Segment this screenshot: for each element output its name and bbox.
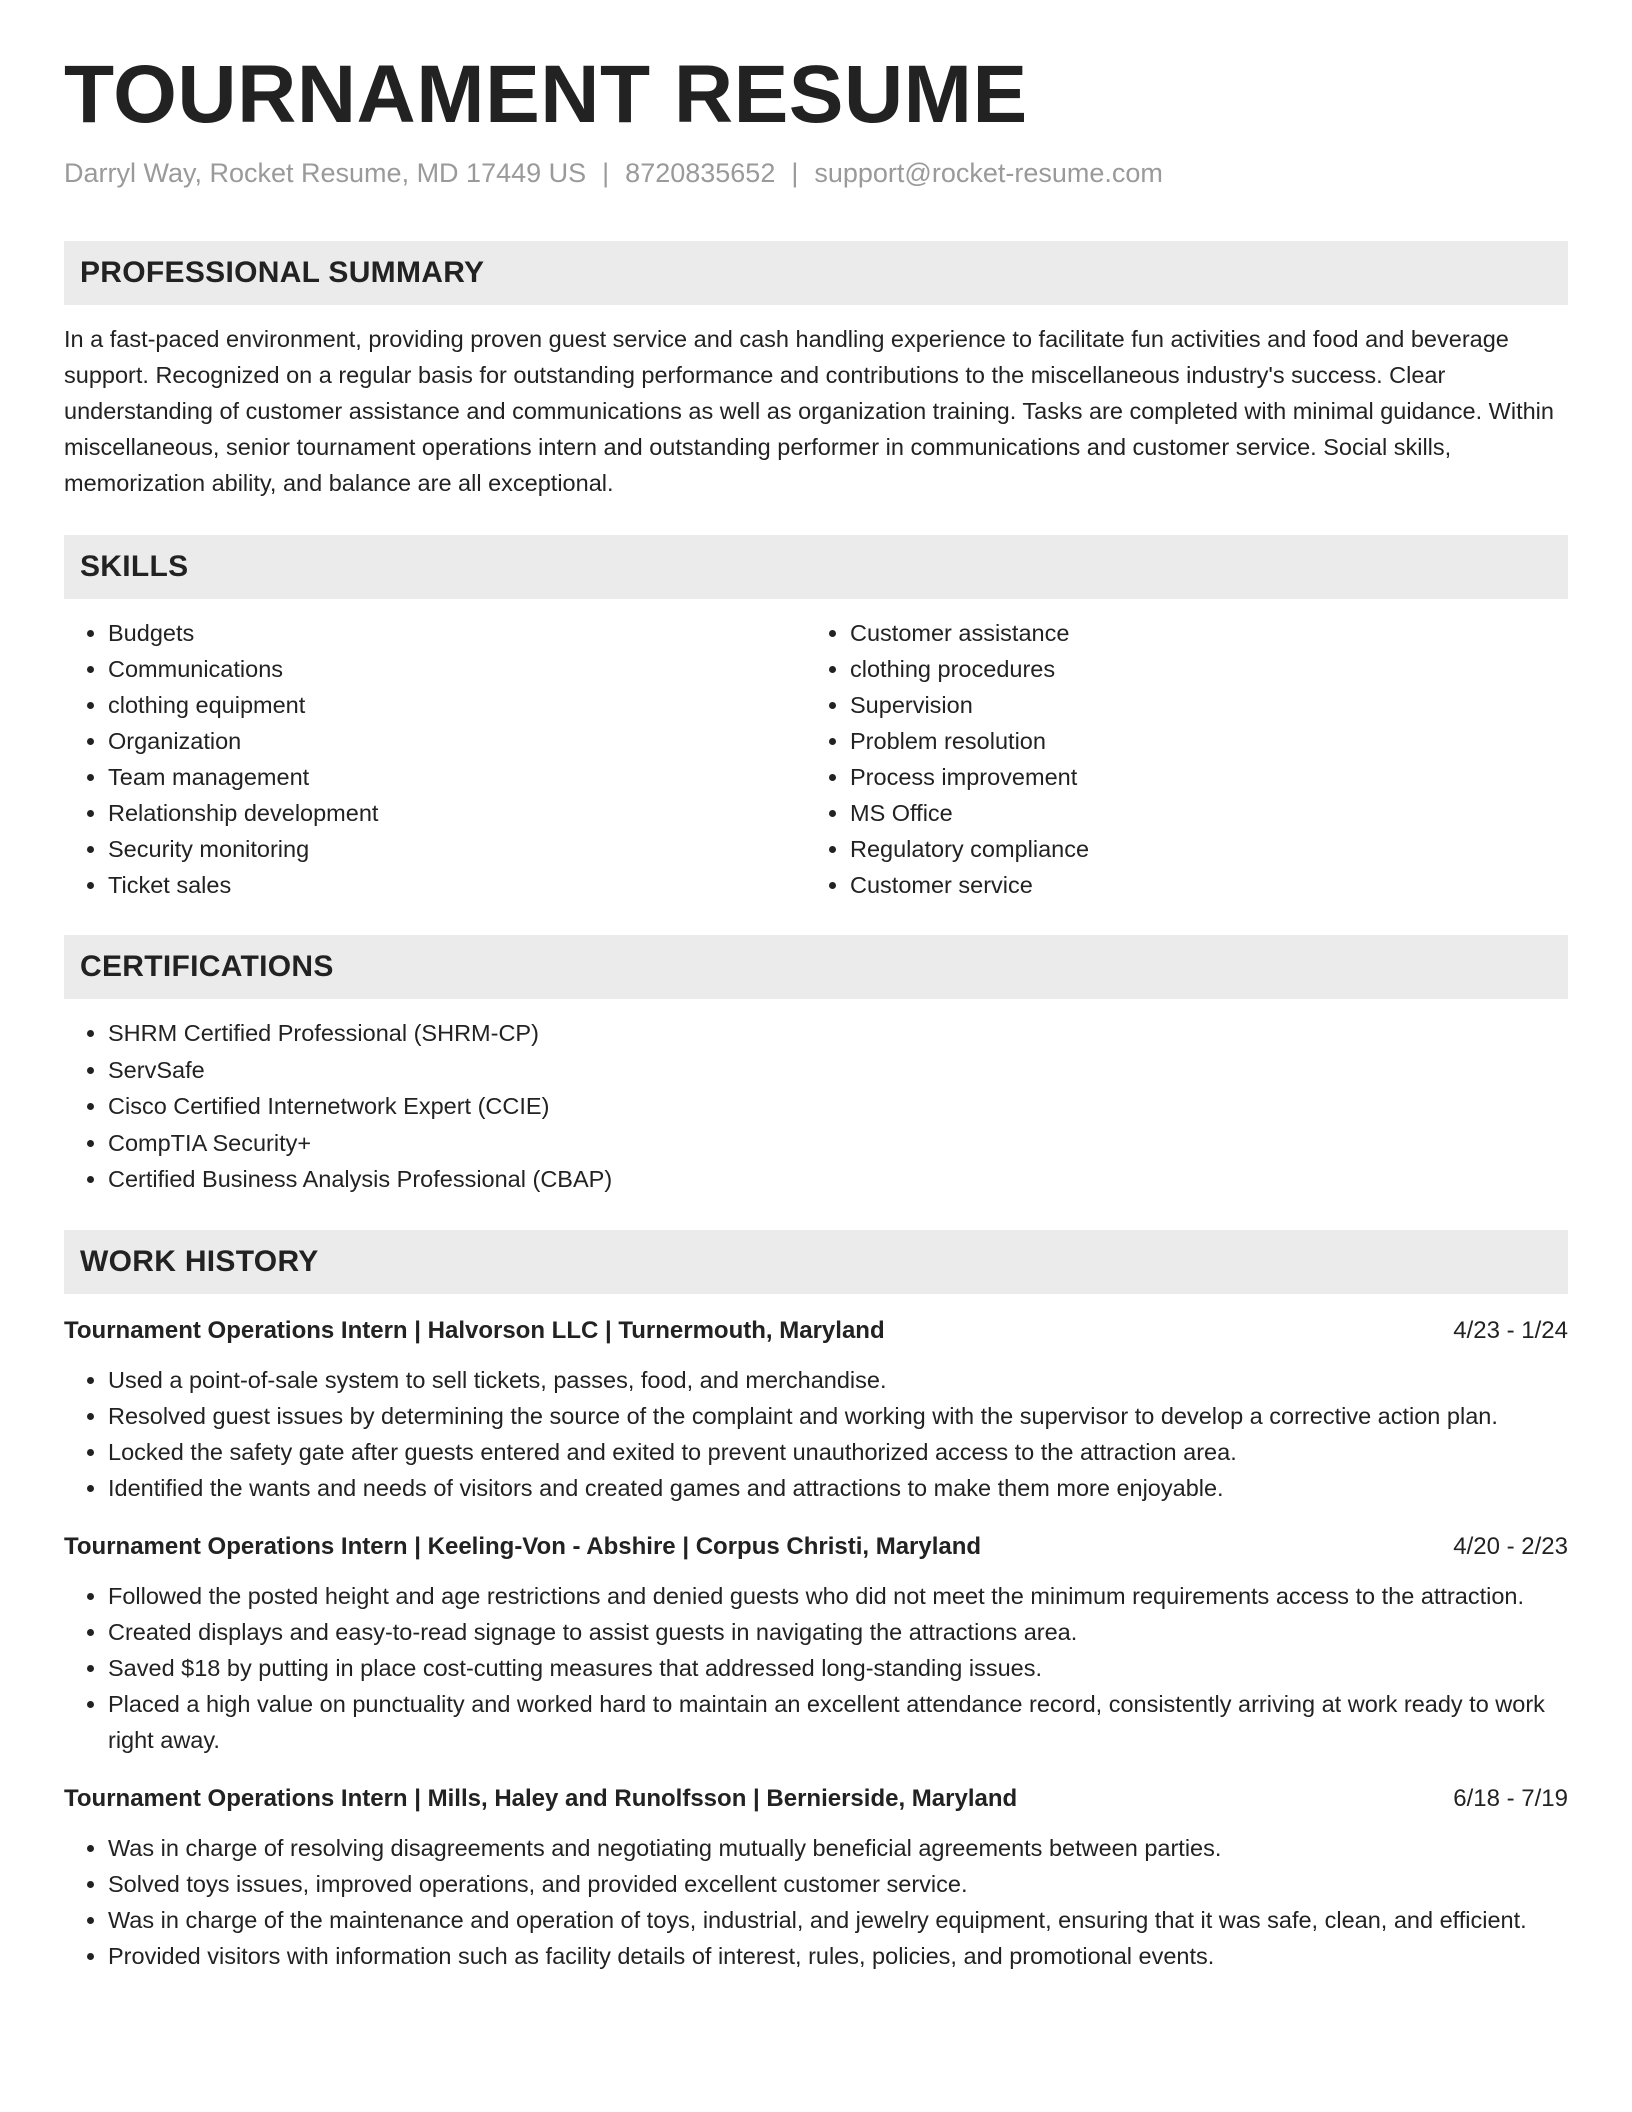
section-header-work-history: WORK HISTORY — [64, 1230, 1568, 1294]
skill-item: • Process improvement — [850, 759, 1548, 795]
contact-line — [64, 158, 1568, 189]
contact-separator: | — [791, 158, 799, 189]
skills-column-left — [64, 615, 806, 903]
job-entry — [64, 1784, 1568, 1974]
job-dates: 4/20 - 2/23 — [1453, 1532, 1568, 1560]
skill-item: • MS Office — [850, 795, 1548, 831]
job-bullets — [64, 1578, 1568, 1758]
job-bullet: • Identified the wants and needs of visitors and created games and attractions to make them more enjoyable. — [108, 1470, 1568, 1506]
job-title: Tournament Operations Intern | Halvorson LLC | Turnermouth, Maryland — [64, 1316, 885, 1344]
job-bullet: • Was in charge of the maintenance and operation of toys, industrial, and jewelry equipment, ensuring that it was safe, clean, and efficient. — [108, 1902, 1568, 1938]
skill-item: • Organization — [108, 723, 806, 759]
contact-email: support@rocket-resume.com — [814, 158, 1163, 189]
certification-item: • SHRM Certified Professional (SHRM-CP) — [108, 1015, 1568, 1052]
skill-item: • Budgets — [108, 615, 806, 651]
skills-column-right — [806, 615, 1548, 903]
section-header-certifications: CERTIFICATIONS — [64, 935, 1568, 999]
certification-item: • Certified Business Analysis Professional (CBAP) — [108, 1161, 1568, 1198]
job-bullet: • Created displays and easy-to-read signage to assist guests in navigating the attractions area. — [108, 1614, 1568, 1650]
job-dates: 6/18 - 7/19 — [1453, 1784, 1568, 1812]
certification-item: • ServSafe — [108, 1052, 1568, 1089]
job-entry — [64, 1532, 1568, 1758]
skill-item: • Problem resolution — [850, 723, 1548, 759]
contact-separator: | — [602, 158, 610, 189]
skill-item: • clothing procedures — [850, 651, 1548, 687]
job-bullet: • Saved $18 by putting in place cost-cutting measures that addressed long-standing issues. — [108, 1650, 1568, 1686]
resume-title: TOURNAMENT RESUME — [64, 49, 1028, 140]
section-header-skills: SKILLS — [64, 535, 1568, 599]
certifications-list — [64, 1015, 1568, 1198]
job-bullet: • Solved toys issues, improved operations, and provided excellent customer service. — [108, 1866, 1568, 1902]
skill-item: • Relationship development — [108, 795, 806, 831]
job-bullet: • Placed a high value on punctuality and worked hard to maintain an excellent attendance record, consistently arriving at work ready to work right away. — [108, 1686, 1568, 1758]
job-title-row — [64, 1784, 1568, 1814]
job-bullet: • Used a point-of-sale system to sell tickets, passes, food, and merchandise. — [108, 1362, 1568, 1398]
job-dates: 4/23 - 1/24 — [1453, 1316, 1568, 1344]
skill-item: • clothing equipment — [108, 687, 806, 723]
skill-item: • Security monitoring — [108, 831, 806, 867]
certification-item: • Cisco Certified Internetwork Expert (CCIE) — [108, 1088, 1568, 1125]
job-bullets — [64, 1830, 1568, 1974]
skill-item: • Customer assistance — [850, 615, 1548, 651]
skill-item: • Ticket sales — [108, 867, 806, 903]
skill-item: • Communications — [108, 651, 806, 687]
job-entry — [64, 1316, 1568, 1506]
contact-phone: 8720835652 — [625, 158, 776, 189]
job-bullet: • Locked the safety gate after guests entered and exited to prevent unauthorized access to the attraction area. — [108, 1434, 1568, 1470]
contact-address: Darryl Way, Rocket Resume, MD 17449 US — [64, 158, 587, 189]
section-header-professional-summary: PROFESSIONAL SUMMARY — [64, 241, 1568, 305]
job-bullets — [64, 1362, 1568, 1506]
job-bullet: • Followed the posted height and age restrictions and denied guests who did not meet the minimum requirements access to the attraction. — [108, 1578, 1568, 1614]
professional-summary-text: In a fast-paced environment, providing proven guest service and cash handling experience to facilitate fun activities and food and beverage support. Recognized on a regular basis for outstanding performance and contributions to the miscellaneous industry's success. Clear understanding of customer assistance and communications as well as organization training. Tasks are completed with minimal guidance. Within miscellaneous, senior tournament operations intern and outstanding performer in communications and customer service. Social skills, memorization ability, and balance are all exceptional. — [64, 326, 1554, 497]
job-title: Tournament Operations Intern | Mills, Haley and Runolfsson | Bernierside, Maryland — [64, 1784, 1018, 1812]
skill-item: • Regulatory compliance — [850, 831, 1548, 867]
job-bullet: • Resolved guest issues by determining the source of the complaint and working with the supervisor to develop a corrective action plan. — [108, 1398, 1568, 1434]
job-bullet: • Provided visitors with information such as facility details of interest, rules, policies, and promotional events. — [108, 1938, 1568, 1974]
skill-item: • Team management — [108, 759, 806, 795]
job-bullet: • Was in charge of resolving disagreements and negotiating mutually beneficial agreements between parties. — [108, 1830, 1568, 1866]
certification-item: • CompTIA Security+ — [108, 1125, 1568, 1162]
skills-list — [64, 615, 1568, 903]
job-title-row — [64, 1316, 1568, 1346]
skill-item: • Supervision — [850, 687, 1548, 723]
job-title: Tournament Operations Intern | Keeling-Von - Abshire | Corpus Christi, Maryland — [64, 1532, 982, 1560]
skill-item: • Customer service — [850, 867, 1548, 903]
job-title-row — [64, 1532, 1568, 1562]
